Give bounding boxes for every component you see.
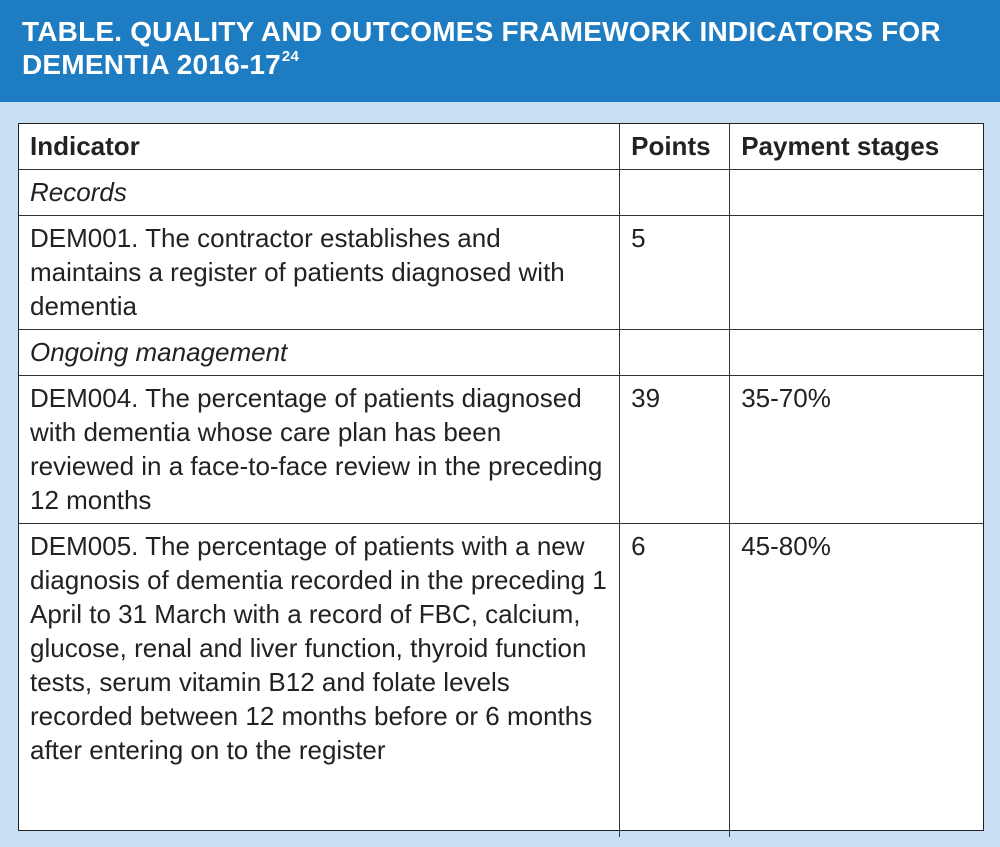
qof-indicators-table <box>19 124 983 837</box>
table-row-dem004 <box>19 376 983 524</box>
column-header-payment-stages: Payment stages <box>730 124 983 170</box>
section-row-records <box>19 170 983 216</box>
payment-stages-cell <box>730 330 983 376</box>
section-row-ongoing-management <box>19 330 983 376</box>
points-cell: 6 <box>620 524 730 838</box>
table-title-text: TABLE. QUALITY AND OUTCOMES FRAMEWORK INDICATORS FOR DEMENTIA 2016-17 <box>22 16 941 80</box>
points-cell <box>620 330 730 376</box>
qof-table-container <box>18 123 984 831</box>
reference-superscript: 24 <box>281 48 300 65</box>
table-header-row <box>19 124 983 170</box>
section-label: Records <box>19 170 620 216</box>
points-cell: 39 <box>620 376 730 524</box>
table-title <box>22 15 978 81</box>
points-cell: 5 <box>620 216 730 330</box>
payment-stages-cell: 35-70% <box>730 376 983 524</box>
section-label: Ongoing management <box>19 330 620 376</box>
payment-stages-cell: 45-80% <box>730 524 983 838</box>
indicator-cell: DEM001. The contractor establishes and maintains a register of patients diagnosed with dementia <box>19 216 620 330</box>
table-row-dem001 <box>19 216 983 330</box>
column-header-indicator: Indicator <box>19 124 620 170</box>
points-cell <box>620 170 730 216</box>
column-header-points: Points <box>620 124 730 170</box>
payment-stages-cell <box>730 216 983 330</box>
indicator-cell: DEM005. The percentage of patients with a new diagnosis of dementia recorded in the preceding 1 April to 31 March with a record of FBC, calcium, glucose, renal and liver function, thyroid function tests, serum vitamin B12 and folate levels recorded between 12 months before or 6 months after entering on to the register <box>19 524 620 838</box>
payment-stages-cell <box>730 170 983 216</box>
table-row-dem005 <box>19 524 983 838</box>
indicator-cell: DEM004. The percentage of patients diagnosed with dementia whose care plan has been reviewed in a face-to-face review in the preceding 12 months <box>19 376 620 524</box>
table-title-banner <box>0 0 1000 102</box>
